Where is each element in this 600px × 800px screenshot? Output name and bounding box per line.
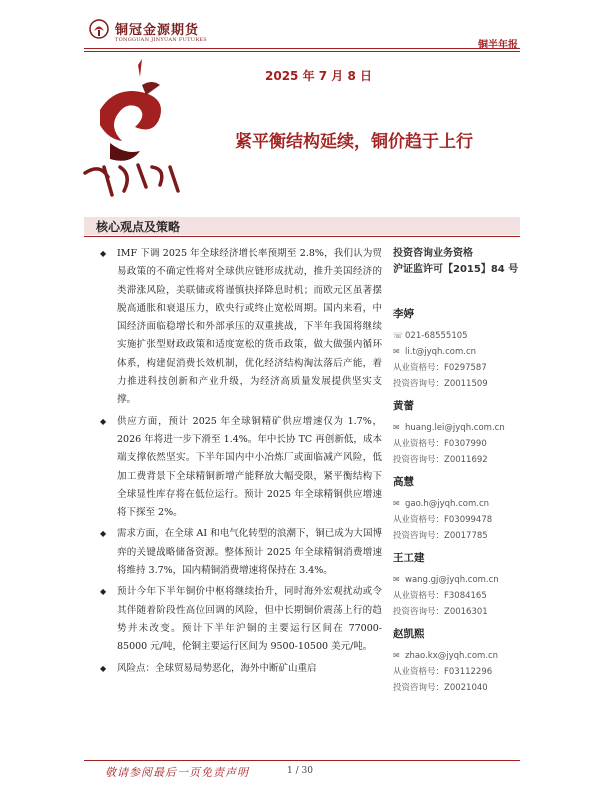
key-point-item — [100, 525, 382, 580]
analyst-email-row[interactable] — [393, 344, 523, 360]
report-type-label: 铜半年报 — [478, 40, 518, 51]
key-point-text: 预计今年下半年铜价中枢将继续抬升，同时海外宏观扰动或令其伴随着阶段性高位回调的风险，但中长期铜价震荡上行的趋势并未改变。预计下半年沪铜的主要运行区间在 77000-85000 元/吨，伦铜主要运行区间为 9500-10500 美元/吨。 — [117, 586, 382, 653]
header-divider-thin — [84, 51, 520, 52]
email-icon: ✉ — [393, 423, 400, 432]
page-number: 1 / 30 — [287, 766, 313, 776]
analyst-email-row[interactable] — [393, 420, 523, 436]
analyst-email[interactable]: huang.lei@jyqh.com.cn — [405, 423, 505, 433]
email-icon: ✉ — [393, 499, 400, 508]
analyst-practice-no: 从业资格号：F03112296 — [393, 667, 493, 677]
analyst-email-row[interactable] — [393, 648, 523, 664]
analyst-name: 李婷 — [393, 308, 414, 320]
bullet-icon: ◆ — [100, 249, 107, 258]
email-icon: ✉ — [393, 651, 400, 660]
analyst-practice-no: 从业资格号：F0307990 — [393, 439, 487, 449]
header-divider — [84, 48, 520, 49]
analyst-email[interactable]: gao.h@jyqh.com.cn — [405, 499, 490, 509]
analyst-email[interactable]: wang.gj@jyqh.com.cn — [405, 575, 499, 585]
section-divider — [84, 236, 520, 237]
qualification-title: 投资咨询业务资格 — [393, 248, 473, 259]
section-title: 核心观点及策略 — [96, 220, 181, 234]
analyst-email[interactable]: li.t@jyqh.com.cn — [405, 347, 477, 357]
phone-icon: ☏ — [393, 331, 404, 340]
company-logo-icon — [88, 18, 110, 40]
key-point-item — [100, 245, 382, 410]
key-point-text: 风险点：全球贸易局势恶化，海外中断矿山重启 — [117, 662, 317, 674]
report-title: 紧平衡结构延续，铜价趋于上行 — [235, 132, 473, 152]
bullet-icon: ◆ — [100, 416, 107, 426]
report-date: 2025 年 7 月 8 日 — [265, 69, 372, 83]
analyst-practice-no: 从业资格号：F03099478 — [393, 515, 493, 525]
analyst-card — [393, 550, 523, 620]
key-point-item — [100, 660, 382, 678]
bullet-icon: ◆ — [100, 529, 107, 539]
analyst-phone-row — [393, 328, 523, 344]
email-icon: ✉ — [393, 575, 400, 584]
analyst-card — [393, 306, 523, 392]
bullet-icon: ◆ — [100, 587, 107, 597]
analyst-email[interactable]: zhao.kx@jyqh.com.cn — [405, 651, 499, 661]
analyst-email-row[interactable] — [393, 572, 523, 588]
analyst-name: 赵凯熙 — [393, 628, 425, 640]
analyst-consult-no: 投资咨询号：Z0017785 — [393, 531, 488, 541]
email-icon: ✉ — [393, 347, 400, 356]
company-name-en: TONGGUAN JINYUAN FUTURES — [115, 37, 207, 43]
key-point-text: 供应方面，预计 2025 年全球铜精矿供应增速仅为 1.7%，2026 年将进一步下滑至 1.4%。年中长协 TC 再创新低，成本端支撑依然坚实。下半年国内中小冶炼厂或面临减产风险，低加工费背景下全球精铜新增产能释放大幅受限，紧平衡结构下全球显性库存将在低位运行。预计 2025 年全球精铜供应增速将下探至 2%。 — [117, 415, 382, 519]
key-point-text: IMF 下调 2025 年全球经济增长率预期至 2.8%，我们认为贸易政策的不确定性将对全球供应链形成扰动，推升美国经济的类滞涨风险，美联储或将谨慎抉择降息时机；而欧元区虽著摆脱高通胀和衰退压力，欧央行或终止宽松周期。国内来看，中国经济面临稳增长和外部承压的双重挑战，下半年我国将继续实施扩张型财政政策和适度宽松的货币政策，做大做强内循环体系，构建促消费长效机制，优化经济结构淘汰落后产能，着力推进科技创新和产业升级，为经济高质量发展提供坚实支撑。 — [117, 248, 382, 406]
key-point-item — [100, 583, 382, 656]
analyst-card — [393, 474, 523, 544]
analyst-email-row[interactable] — [393, 496, 523, 512]
key-point-item — [100, 413, 382, 523]
analyst-phone: 021-68555105 — [405, 331, 468, 341]
analyst-card — [393, 398, 523, 468]
qualification-license: 沪证监许可【2015】84 号 — [393, 264, 519, 275]
disclaimer-link[interactable]: 敬请参阅最后一页免责声明 — [105, 766, 249, 779]
key-points-list — [100, 245, 382, 681]
analyst-consult-no: 投资咨询号：Z0021040 — [393, 683, 488, 693]
analyst-consult-no: 投资咨询号：Z0016301 — [393, 607, 488, 617]
bullet-icon: ◆ — [100, 663, 107, 673]
analyst-name: 高慧 — [393, 476, 414, 488]
analyst-consult-no: 投资咨询号：Z0011692 — [393, 455, 488, 465]
key-point-text: 需求方面，在全球 AI 和电气化转型的浪潮下，铜已成为大国博弈的关键战略储备资源。整体预计 2025 年全球精铜消费增速将维持 3.7%，国内精铜消费增速将保持在 3.4%。 — [117, 528, 382, 577]
footer-divider — [84, 760, 520, 761]
analyst-name: 王工建 — [393, 552, 425, 564]
analyst-name: 黄蕾 — [393, 400, 414, 412]
analyst-consult-no: 投资咨询号：Z0011509 — [393, 379, 488, 389]
analyst-practice-no: 从业资格号：F0297587 — [393, 363, 487, 373]
analyst-practice-no: 从业资格号：F3084165 — [393, 591, 487, 601]
company-name-cn: 铜冠金源期货 — [115, 23, 200, 38]
brand-calligraphy-art — [80, 55, 190, 205]
analyst-card — [393, 626, 523, 696]
